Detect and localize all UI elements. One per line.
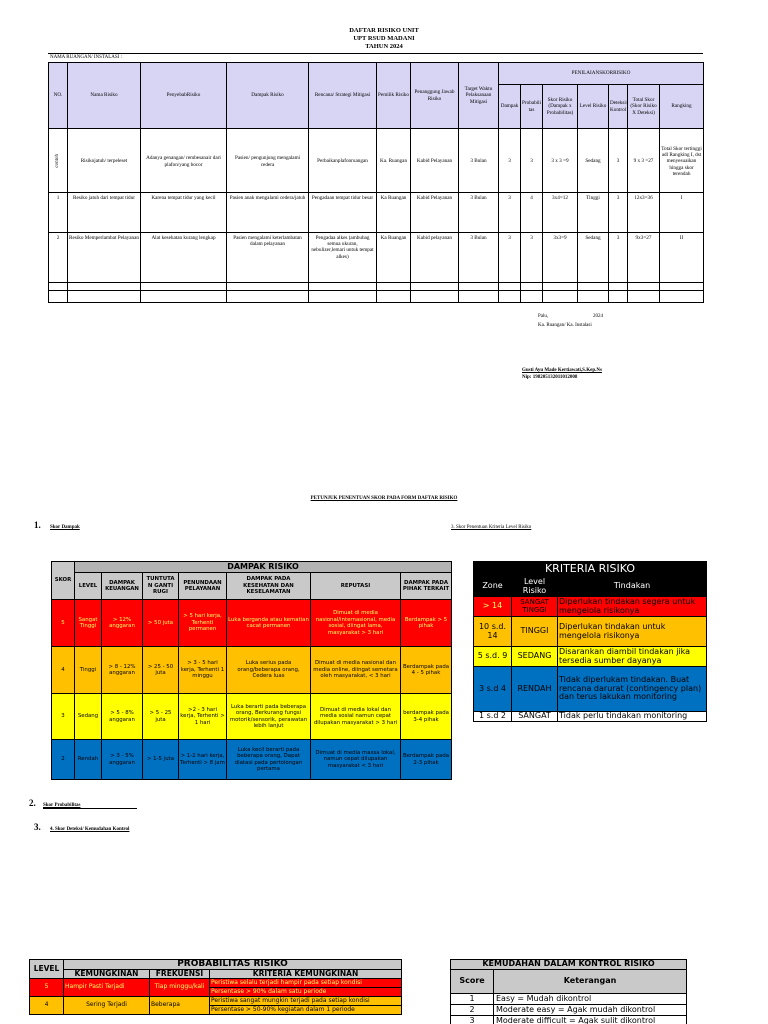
col-sub-prob: Probabili tas — [521, 85, 543, 129]
kriteria-tindakan: Tidak perlu tindakan monitoring — [558, 712, 707, 722]
col-pemilik: Pemilik Risiko — [377, 63, 411, 129]
row-penanggung: Kabid Pelayanan — [411, 129, 459, 193]
row-nama: Risikojatuh/ terpeleset — [68, 129, 141, 193]
dampak-title: DAMPAK RISIKO — [75, 562, 452, 573]
dampak-penundaan: > 3 - 5 hari kerja, Terhenti 1 minggu — [179, 647, 227, 694]
kriteria-level: TINGGI — [512, 617, 558, 647]
row-penanggung: Kabid pelayanan — [411, 233, 459, 283]
row-dampak: Pasien mengalami keterlambatan dalam pelayanan — [227, 233, 309, 283]
label-skor-probabilitas-text: Skor Probabilitas — [43, 803, 81, 808]
prob-frekuensi: Beberapa — [150, 997, 210, 1015]
row-ranking: Total Skor tertinggi adl Rangking I, dst menyesuaikan hingga skor terendah — [660, 129, 704, 193]
dampak-penundaan: > 5 hari kerja, Terhenti permanen — [179, 600, 227, 647]
doc-year: TAHUN 2024 — [365, 43, 403, 50]
row-skor: 3x3=9 — [543, 233, 578, 283]
row-p: 3 — [521, 233, 543, 283]
row-total: 9 x 3 =27 — [628, 129, 660, 193]
table-row — [52, 694, 452, 740]
dampak-pihak: Berdampak pada 2-3 pihak — [401, 740, 452, 780]
row-total: 9x3=27 — [628, 233, 660, 283]
table-row-empty — [49, 291, 704, 303]
row-deteksi: 3 — [609, 233, 628, 283]
row-penyebab: Karena tempat tidur yang kecil — [141, 193, 227, 233]
table-row — [30, 997, 402, 1006]
doc-title: DAFTAR RISIKO UNIT — [349, 27, 419, 34]
col-ranking: Rangking — [660, 85, 704, 129]
probabilitas-risiko-table — [29, 959, 402, 1015]
dampak-skor: 2 — [52, 740, 75, 780]
table-row — [49, 233, 704, 283]
table-row — [451, 994, 687, 1005]
col-sub-skor: Skor Risiko (Dampak x Probabilitas) — [543, 85, 578, 129]
dampak-pihak: berdampak pada 3-4 pihak — [401, 694, 452, 740]
row-rencana: Perbaikanplafonruangan — [309, 129, 377, 193]
prob-col-kemungkinan: KEMUNGKINAN — [64, 970, 150, 979]
dampak-col-pihak: DAMPAK PADA PIHAK TERKAIT — [401, 573, 452, 600]
kemudahan-keterangan: Moderate easy = Agak mudah dikontrol — [494, 1005, 687, 1016]
col-rencana: Rencana/ Strategi Mitigasi — [309, 63, 377, 129]
kemudahan-col-keterangan: Keterangan — [494, 970, 687, 994]
dampak-col-tuntutan: TUNTUTA N GANTI RUGI — [143, 573, 179, 600]
label-skor-deteksi: 4. Skor Deteksi/ Kemudahan Kontrol — [50, 827, 130, 832]
row-dampak: Pasien anak mengalami cedera/jatuh — [227, 193, 309, 233]
sign-year: 2024 — [593, 314, 603, 319]
col-penilaian: PENILAIANSKORRISIKO — [499, 63, 704, 85]
row-no — [49, 129, 68, 193]
dampak-keuangan: > 8 - 12% anggaran — [102, 647, 143, 694]
dampak-keuangan: > 12% anggaran — [102, 600, 143, 647]
row-ranking: II — [660, 233, 704, 283]
row-target: 3 Bulan — [459, 129, 499, 193]
dampak-skor: 4 — [52, 647, 75, 694]
prob-kemungkinan: Hampir Pasti Terjadi — [64, 979, 150, 997]
row-deteksi: 3 — [609, 193, 628, 233]
row-d: 3 — [499, 233, 521, 283]
row-no: 2 — [49, 233, 68, 283]
doc-subtitle: UPT RSUD MADANI — [353, 35, 415, 42]
row-p: 3 — [521, 129, 543, 193]
kriteria-title: KRITERIA RISIKO — [474, 562, 707, 577]
kriteria-level: SANGAT — [512, 712, 558, 722]
table-row — [52, 740, 452, 780]
kriteria-level: SEDANG — [512, 647, 558, 667]
table-row — [52, 600, 452, 647]
prob-level: 4 — [30, 997, 64, 1015]
label-kriteria-level-text: 3. Skor Penentuan Kriteria Level Risiko — [451, 525, 532, 530]
row-level: Sedang — [578, 233, 609, 283]
dampak-col-penundaan: PENUNDAAN PELAYANAN — [179, 573, 227, 600]
dampak-reputasi: Dimuat di media nasional dan media online, diingat semetara oleh masyarakat, < 3 hari — [311, 647, 401, 694]
kriteria-col-zone: Zone — [474, 577, 512, 597]
table-row — [474, 712, 707, 722]
dampak-tuntutan: > 5 - 25 juta — [143, 694, 179, 740]
register-header-row — [49, 63, 704, 85]
prob-col-level: LEVEL — [30, 960, 64, 979]
row-pemilik: Ka Ruangan — [377, 193, 411, 233]
kemudahan-title: KEMUDAHAN DALAM KONTROL RISIKO — [451, 960, 687, 970]
row-nama: Resiko Memperlambat Pelayanan — [68, 233, 141, 283]
row-level: Sedang — [578, 129, 609, 193]
dampak-kesehatan: Luka berarti pada beberapa orang, Berkurang fungsi motorik/sensorik, perawatan lebih lanjut — [227, 694, 311, 740]
col-no: NO. — [49, 63, 68, 129]
row-nama: Resiko jatuh dari tempat tidur — [68, 193, 141, 233]
dampak-tuntutan: > 1-5 juta — [143, 740, 179, 780]
row-d: 3 — [499, 129, 521, 193]
prob-kriteria-1: Peristiwa selalu terjadi hampir pada setiap kondisi — [210, 979, 402, 988]
kriteria-level: RENDAH — [512, 667, 558, 712]
dampak-penundaan: >2 - 3 hari kerja, Terhenti > 1 hari — [179, 694, 227, 740]
prob-kriteria-1: Peristiwa sangat mungkin terjadi pada setiap kondisi — [210, 997, 402, 1006]
row-rencana: Pengadaan tempat tidur besar — [309, 193, 377, 233]
kriteria-zone: 1 s.d 2 — [474, 712, 512, 722]
header-divider — [48, 53, 703, 54]
dampak-col-keuangan: DAMPAK KEUANGAN — [102, 573, 143, 600]
kriteria-zone: 5 s.d. 9 — [474, 647, 512, 667]
kemudahan-keterangan: Moderate difficult = Agak sulit dikontrol — [494, 1016, 687, 1024]
table-row — [451, 1016, 687, 1024]
dampak-skor: 5 — [52, 600, 75, 647]
dampak-level: Sangat Tinggi — [75, 600, 102, 647]
row-target: 3 Bulan — [459, 233, 499, 283]
dampak-keuangan: > 5 - 8% anggaran — [102, 694, 143, 740]
table-row — [49, 129, 704, 193]
table-row — [30, 979, 402, 988]
col-penyebab: PenyebabRisiko — [141, 63, 227, 129]
dampak-skor: 3 — [52, 694, 75, 740]
col-nama: Nama Risiko — [68, 63, 141, 129]
prob-kriteria-2: Persentase > 50-90% kegiatan dalam 1 periode — [210, 1006, 402, 1015]
num-2: 2. — [29, 798, 36, 808]
row-d: 3 — [499, 193, 521, 233]
prob-kemungkinan: Sering Terjadi — [64, 997, 150, 1015]
label-skor-dampak: Skor Dampak — [50, 525, 80, 530]
row-penyebab: Alat kesehatan kurang lengkap — [141, 233, 227, 283]
unit-label: NAMA RUANGAN/ INSTALASI : — [50, 55, 122, 60]
row-deteksi: 3 — [609, 129, 628, 193]
row-no-text: contoh — [54, 153, 60, 168]
dampak-pihak: Berdampak > 5 pihak — [401, 600, 452, 647]
dampak-pihak: Berdampak pada 4 - 5 pihak — [401, 647, 452, 694]
dampak-keuangan: > 3 - 5% anggaran — [102, 740, 143, 780]
table-row — [474, 667, 707, 712]
dampak-risiko-table — [51, 561, 452, 780]
prob-col-frekuensi: FREKUENSI — [150, 970, 210, 979]
dampak-reputasi: Dimuat di media lokal dan media sosial namun cepat dilupakan masyarakat > 3 hari — [311, 694, 401, 740]
dampak-tuntutan: > 50 juta — [143, 600, 179, 647]
kemudahan-score: 1 — [451, 994, 494, 1005]
row-skor: 3x4=12 — [543, 193, 578, 233]
dampak-col-skor: SKOR — [52, 562, 75, 600]
dampak-penundaan: > 1-2 hari kerja, Terhenti > 8 jam — [179, 740, 227, 780]
col-sub-deteksi: Deteksi/ Kontrol — [609, 85, 628, 129]
kemudahan-kontrol-table — [450, 959, 687, 1024]
dampak-reputasi: Dimuat di media nasional/internasional, media sosial, diingat lama, masyarakat > 3 hari — [311, 600, 401, 647]
num-4: 3. — [34, 822, 41, 832]
risk-register-table — [48, 62, 704, 303]
label-kriteria-level — [451, 525, 531, 530]
row-total: 12x3=36 — [628, 193, 660, 233]
col-sub-dampak: Dampak — [499, 85, 521, 129]
row-dampak: Pasien/ pengunjung mengalami cedera — [227, 129, 309, 193]
row-rencana: Pengadaa alkes (ambubag semua ukuran, nebulizer,lemari untuk tempat alkes) — [309, 233, 377, 283]
sign-role: Ka. Ruangan/ Ka. Instalasi — [538, 323, 592, 328]
row-level: Tinggi — [578, 193, 609, 233]
row-penyebab: Adanya genangan/ rembesanair dari plafon/yang bocor — [141, 129, 227, 193]
prob-frekuensi: Tiap minggu/kali — [150, 979, 210, 997]
col-target: Target Waktu Pelaksanaan Mitigasi — [459, 63, 499, 129]
table-row — [474, 647, 707, 667]
kriteria-tindakan: Tidak diperlukam tindakan. Buat rencana darurat (contingency plan) dan terus lakukan monitoring — [558, 667, 707, 712]
prob-level: 5 — [30, 979, 64, 997]
sign-name: Gusti Ayu Made Kertiawati,S.Kep.Ns — [522, 368, 602, 373]
row-p: 4 — [521, 193, 543, 233]
kriteria-zone: > 14 — [474, 597, 512, 617]
kriteria-level: SANGAT TINGGI — [512, 597, 558, 617]
dampak-col-kesehatan: DAMPAK PADA KESEHATAN DAN KESELAMATAN — [227, 573, 311, 600]
dampak-kesehatan: Luka kecil berarti pada beberapa orang, Dapat diatasi pada pertolongan pertama — [227, 740, 311, 780]
table-row — [451, 1005, 687, 1016]
dampak-level: Sedang — [75, 694, 102, 740]
prob-col-kriteria: KRITERIA KEMUNGKINAN — [210, 970, 402, 979]
kriteria-zone: 10 s.d. 14 — [474, 617, 512, 647]
col-sub-total: Total Skor (Skor Risiko X Deteksi) — [628, 85, 660, 129]
col-penanggung: Penanggung Jawab Risiko — [411, 63, 459, 129]
row-pemilik: Ka Ruangan — [377, 233, 411, 283]
sign-city: Palu, — [538, 314, 549, 319]
num-1: 1. — [34, 520, 41, 530]
table-row — [474, 617, 707, 647]
dampak-level: Rendah — [75, 740, 102, 780]
sign-nip: Nip: 198205132011012008 — [522, 375, 578, 380]
kriteria-tindakan: Diperlukan tindakan untuk mengelola risikonya — [558, 617, 707, 647]
dampak-col-level: LEVEL — [75, 573, 102, 600]
dampak-col-reputasi: REPUTASI — [311, 573, 401, 600]
col-sub-level: Level Risiko — [578, 85, 609, 129]
kemudahan-score: 3 — [451, 1016, 494, 1024]
prob-kriteria-2: Persentase > 90% dalam satu periode — [210, 988, 402, 997]
row-penanggung: Kabid Pelayanan — [411, 193, 459, 233]
kriteria-tindakan: Disarankan diambil tindakan jika tersedia sumber dayanya — [558, 647, 707, 667]
kriteria-zone: 3 s.d 4 — [474, 667, 512, 712]
row-pemilik: Ka. Ruangan — [377, 129, 411, 193]
row-no: 1 — [49, 193, 68, 233]
row-skor: 3 x 3 =9 — [543, 129, 578, 193]
dampak-reputasi: Dimuat di media massa lokal, namun cepat dilupakan masyarakat < 3 hari — [311, 740, 401, 780]
col-dampak: Dampak Risiko — [227, 63, 309, 129]
petunjuk-title: PETUNJUK PENENTUAN SKOR PADA FORM DAFTAR RISIKO — [310, 496, 458, 501]
kriteria-risiko-table — [473, 561, 707, 722]
dampak-tuntutan: > 25 - 50 juta — [143, 647, 179, 694]
probabilitas-title: PROBABILITAS RISIKO — [64, 960, 402, 970]
table-row — [49, 193, 704, 233]
table-row — [52, 647, 452, 694]
table-row-empty — [49, 283, 704, 291]
table-row — [474, 597, 707, 617]
kemudahan-keterangan: Easy = Mudah dikontrol — [494, 994, 687, 1005]
kemudahan-score: 2 — [451, 1005, 494, 1016]
kriteria-col-tindakan: Tindakan — [558, 577, 707, 597]
kemudahan-col-score: Score — [451, 970, 494, 994]
dampak-kesehatan: Luka serius pada orang/beberapa orang, Cedera luas — [227, 647, 311, 694]
dampak-kesehatan: Luka berganda atau kematian cacat permanen — [227, 600, 311, 647]
dampak-level: Tinggi — [75, 647, 102, 694]
row-ranking: I — [660, 193, 704, 233]
row-target: 3 Bulan — [459, 193, 499, 233]
label-skor-probabilitas — [43, 803, 137, 809]
kriteria-col-level: Level Risiko — [512, 577, 558, 597]
kriteria-tindakan: Diperlukan tindakan segera untuk mengelola risikonya — [558, 597, 707, 617]
